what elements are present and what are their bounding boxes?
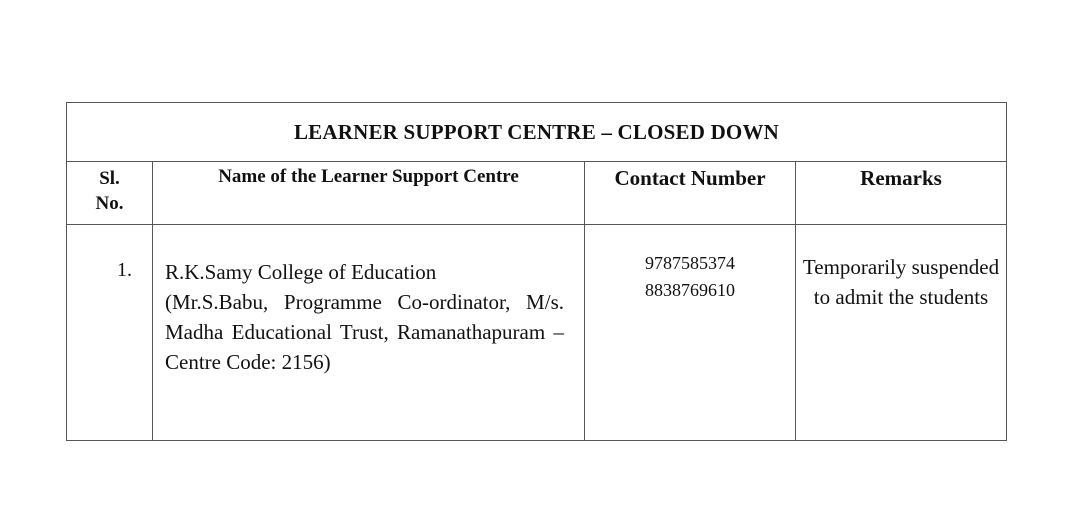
table-header-row (67, 162, 1007, 225)
table-row (67, 225, 1007, 441)
contact-number-2: 8838769610 (645, 280, 735, 300)
centre-name-line: R.K.Samy College of Education (165, 260, 437, 284)
header-sl-no (67, 162, 153, 225)
closed-centres-table (66, 102, 1007, 441)
row-remarks: Temporarily suspended to admit the students (796, 225, 1007, 441)
row-sl-no: 1. (67, 225, 153, 441)
header-remarks: Remarks (796, 162, 1007, 225)
row-contact-numbers (585, 225, 796, 441)
contact-number-1: 9787585374 (645, 253, 735, 273)
header-centre-name: Name of the Learner Support Centre (153, 162, 585, 225)
table-title: LEARNER SUPPORT CENTRE – CLOSED DOWN (67, 103, 1007, 162)
row-centre-name (153, 225, 585, 441)
centre-details: (Mr.S.Babu, Programme Co-ordinator, M/s. Madha Educational Trust, Ramanathapuram – Centre Code: 2156) (165, 290, 564, 374)
header-sl-line1: Sl. (99, 168, 120, 189)
header-contact-number: Contact Number (585, 162, 796, 225)
header-sl-line2: No. (95, 193, 124, 214)
